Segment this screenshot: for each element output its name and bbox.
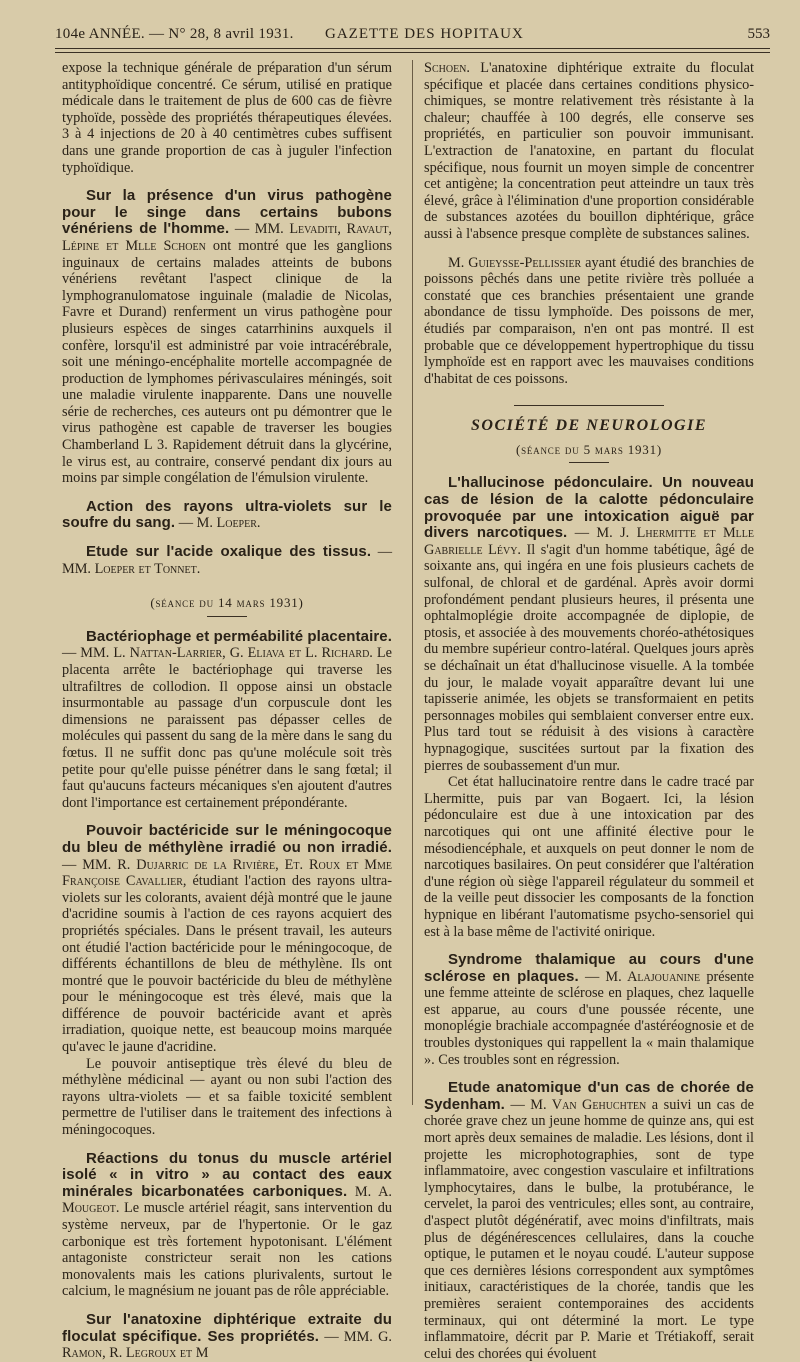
article-acide-oxalique [62,544,392,577]
article-hallucinose [424,475,754,774]
article-authors: — M. Loeper. [178,515,261,532]
article-title: Syndrome thalamique au cours d'une sclérose en plaques. [424,951,754,985]
article-authors: — MM. Levaditi, Ravaut, Lépine et Mlle Schoen [62,221,393,254]
article-virus-bubons [62,188,392,487]
article-body: ont montré que les ganglions inguinaux de certains malades atteints de bubons vénériens revêtant l'aspect clinique de la lymphogranulomatose inguinale (maladie de Nicolas, Favre et Durand) renferment un virus pathogène pour plusieurs espèces de singes catarrhinins auxquels il confère, lorsqu'il est administré par voie intracérébrale, soit une méningo-encéphalite mortelle accompagnée de production de lymphomes périvasculaires méningés, soit une maladie virulente inapparente. Dans une nouvelle série de recherches, ces auteurs ont pu démontrer que le virus pathogène est capable de traverser les bougies Chamberland L 3. Rapidement détruit dans la glycérine, le virus est, au contraire, conservé pendant dix jours au moins par simple congélation de l'émulsion virulente. [62,237,393,487]
article-title: Action des rayons ultra-violets sur le soufre du sang. [62,497,392,532]
session-date: (séance du 14 mars 1931) [150,595,304,611]
article-title: Etude sur l'acide oxalique des tissus. [86,543,372,561]
page-number: 553 [747,26,770,42]
article-meningocoque [62,823,392,1055]
column-divider [412,60,413,1105]
article-anatoxine [62,1312,392,1362]
article-body: présente une femme atteinte de sclérose en plaques, chez laquelle est apparue, au cours d'une poussée récente, une monoplégie brachiale accompagnée d'astéréognosie et de troubles dystoniques qui rappellent la « main thalamique ». Ces troubles sont en régression. [424,968,754,1068]
article-authors: M. Guieysse-Pellissier [448,254,582,271]
article-body: Le muscle artériel réagit, sans intervention du système nerveux, par de l'hypertonie. Or le gaz carbonique est très fortement hypotonisant. L'élément antagoniste constricteur serait non les cations monovalents mais les cations plurivalents, surtout le calcium, le magnésium ne jouant pas de rôle appréciable. [62,1200,392,1300]
article-bacteriophage [62,629,392,812]
intro-paragraph: expose la technique générale de préparation d'un sérum antityphoïdique concentré. Ce sérum, utilisé en pratique médicale dans le traitement de plus de 600 cas de fièvre typhoïde, possède des propriétés thérapeutiques élevées. 3 à 4 injections de 20 à 40 centimètres cubes suffisent dans une grande proportion de cas à juguler l'infection typhoïdique. [62,60,392,176]
article-body: a suivi un cas de chorée grave chez un jeune homme de quinze ans, qui est mort après deux semaines de maladie. Les lésions, dont il projette les microphotographies, sont de type inflammatoire, avec congestion vasculaire et infiltrations lymphocytaires, dans le bulbe, la protubérance, le cervelet, la paroi des ventricules; elles sont, au contraire, d'aspect plutôt dégénératif, avec moins d'infiltrats, mais plus de dégénérescences cellulaires, dans la couche optique, le putamen et le noyau coudé. L'auteur suppose que ces dernières lésions correspondent aux symptômes initiaux, caractéristiques de la chorée, tandis que les premières seraient contemporaines des accidents terminaux, qui ont déterminé la mort. Le type inflammatoire, décrit par P. Marie et Trétiakoff, serait celui des chorées qui évoluent [424,1096,755,1362]
article-title: Réactions du tonus du muscle artériel isolé « in vitro » au contact des eaux minérales bicarbonatées carboniques. [62,1149,392,1200]
article-authors: — MM. L. Nattan-Larrier, G. Eliava et L. Richard. [62,645,373,662]
session-date: (séance du 5 mars 1931) [515,441,663,457]
society-heading: SOCIÉTÉ DE NEUROLOGIE [471,417,707,435]
article-authors: Schoen. [424,60,470,76]
page-header [55,24,770,46]
anatoxine-continuation [424,60,754,243]
article-ultraviolet-soufre [62,499,392,532]
article-authors: — MM. Loeper et Tonnet. [62,544,392,577]
left-column [62,60,392,1362]
issue-info: 104e ANNÉE. — N° 28, 8 avril 1931. [55,26,294,42]
journal-title: GAZETTE DES HOPITAUX [325,26,524,42]
article-authors: — MM. R. Dujarric de la Rivière, Et. Roux et Mme Françoise Cavallier, [62,856,392,890]
article-authors: — M. Van Gehuchten [510,1096,647,1113]
article-syndrome-thalamique [424,952,754,1068]
article-body: étudiant l'action des rayons ultra-violets sur les colorants, avaient déjà montré que le jaune d'acridine soumis à l'action de ces rayons acquiert des propriétés spéciales. Dans le présent travail, les auteurs ont étudié l'action bactéricide pour le méningocoque, de différents échantillons de bleu de méthylène. Ils ont montré que le pouvoir bactéricide du bleu de méthylène pour le méningocoque est très élevé, mais que la différence de pouvoir bactéricide avant et après irradiation, quoique nette, est beaucoup moins marquée qu'avec le jaune d'acridine. [62,873,392,1056]
article-muscle-arteriel [62,1151,392,1300]
article-meningocoque-cont: Le pouvoir antiseptique très élevé du bleu de méthylène médicinal — ayant ou non subi l'action des rayons ultra-violets — et sa faible toxicité semblent permettre de l'utiliser dans le traitement des infections à méningocoques. [62,1055,392,1139]
article-title: Pouvoir bactéricide sur le méningocoque du bleu de méthylène irradié ou non irradié. [62,822,392,856]
article-title: Sur la présence d'un virus pathogène pour le singe dans certains bubons vénériens de l'homme. [62,187,392,238]
article-authors: M. A. Mougeot. [62,1183,392,1217]
header-rule-top [55,48,770,49]
article-title: Sur l'anatoxine diphtérique extraite du floculat spécifique. Ses propriétés. [62,1310,392,1345]
article-body: Il s'agit d'un homme tabétique, âgé de soixante ans, qui ingéra en une fois plusieurs cachets de sulfonal, de chloral et de gardénal. Après avoir dormi profondément pendant plusieurs heures, il présenta une ophtalmoplégie droite accompagnée de diplopie, de ptosis, et associée à des mouvements choréo-athétosiques du membre supérieur contro-latéral. Quelques jours après se déchaînait un état d'hallucinose visuelle. A la tombée du jour, le malade voyait apparaître devant lui une tapisserie animée, les objets se transformaient en petits personnages mobiles qui semblaient converser entre eux. Plus tard tout se réduisit à des visions à caractère hypnagogique, suscitées surtout par la fixation des pierres de soubassement d'un mur. [424,541,755,774]
article-body: ayant étudié des branchies de poissons pêchés dans une petite rivière très polluée a constaté que ces branchies présentaient une grande abondance de tissu lymphoïde. Des poissons de mer, étudiés par comparaison, n'en ont pas montré. Il est probable que ce développement hypertrophique du tissu lymphoïde est en rapport avec les mauvaises conditions d'habitat de ces poissons. [424,254,754,387]
article-body: Le placenta arrête le bactériophage qui traverse les ultrafiltres de collodion. Il oppose ainsi un obstacle insurmontable au passage d'un corpuscule dont les dimensions ne paraissent pas dépasser celles de molécules qui passent du sang de la mère dans le sang du fœtus. Il ne suffit donc pas qu'une molécule soit très petite pour qu'elle puisse pénétrer dans le sang fœtal; il faut qu'aucuns facteurs mécaniques s'en ajoutent d'autres dont l'importance est certainement prépondérante. [62,645,392,811]
article-authors: — M. Alajouanine [584,968,701,985]
article-title: L'hallucinose pédonculaire. Un nouveau cas de lésion de la calotte pédonculaire provoquée par une intoxication aiguë par divers narcotiques. [424,474,754,542]
article-title: Etude anatomique d'un cas de chorée de Sydenham. [424,1079,754,1113]
article-body: L'anatoxine diphtérique extraite du floculat spécifique et placée dans certaines conditions physico-chimiques, se montre relativement très résistante à la chaleur; chauffée à 100 degrés, elle conserve ses propriétés, en particulier son pouvoir immunisant. L'extraction de l'anatoxine, en partant du floculat spécifique, nous fournit un moyen simple de concentrer cet antigène; la concentration peut atteindre un taux très élevé, grâce à l'élimination d'une proportion considérable de substances azotées du bouillon diphtérique, grâce aussi à l'absence presque complète de substances salines. [424,60,755,242]
article-title: Bactériophage et perméabilité placentaire. [86,627,392,645]
header-rule-bottom [55,52,770,53]
article-choree-sydenham [424,1080,754,1362]
article-hallucinose-cont: Cet état hallucinatoire rentre dans le cadre tracé par Lhermitte, puis par van Bogaert. Ici, la lésion pédonculaire est due à une intoxication par des narcotiques qui ont une affinité élective pour le mésodiencéphale, et auxquels on peut donner le nom de narcotiques basilaires. On peut considérer que l'altération d'une région où siège l'appareil régulateur du sommeil et de la veille peut dissocier les composants de la fonction hypnique en libérant l'automatisme psycho-sensoriel qui est à la base même de l'activité onirique. [424,774,754,940]
article-authors: — M. J. Lhermitte et Mlle Gabrielle Lévy. [424,525,754,558]
article-authors: — MM. G. Ramon, R. Legroux et M [62,1328,393,1362]
article-branchies-poissons [424,255,754,388]
right-column [424,60,754,1362]
